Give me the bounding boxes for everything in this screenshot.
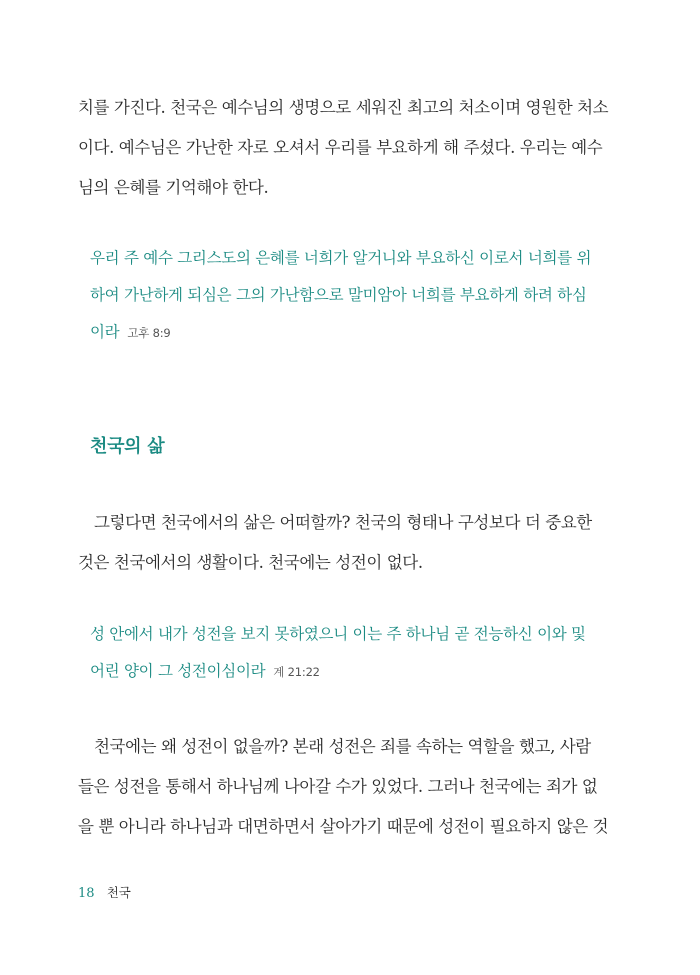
scripture-quote-2 xyxy=(90,616,610,691)
paragraph-3 xyxy=(78,727,616,847)
scripture-reference-1: 고후 8:9 xyxy=(127,326,171,340)
scripture-quote-1-line-3-text: 이라 xyxy=(90,323,120,341)
paragraph-1 xyxy=(78,88,616,208)
paragraph-1-line-3: 님의 은혜를 기억해야 한다. xyxy=(78,178,269,197)
page-footer xyxy=(78,883,131,901)
section-title: 천국의 삶 xyxy=(90,436,165,457)
scripture-quote-2-line-1: 성 안에서 내가 성전을 보지 못하였으니 이는 주 하나님 곧 전능하신 이와 및 xyxy=(90,625,586,643)
paragraph-2 xyxy=(78,503,616,583)
paragraph-1-line-2: 이다. 예수님은 가난한 자로 오셔서 우리를 부요하게 해 주셨다. 우리는 예수 xyxy=(78,138,603,157)
page-number: 18 xyxy=(78,886,95,901)
scripture-quote-1 xyxy=(90,240,610,352)
paragraph-2-line-2: 것은 천국에서의 생활이다. 천국에는 성전이 없다. xyxy=(78,553,423,572)
paragraph-1-line-1: 치를 가진다. 천국은 예수님의 생명으로 세워진 최고의 처소이며 영원한 처소 xyxy=(78,98,609,117)
paragraph-2-line-1: 그렇다면 천국에서의 삶은 어떠할까? 천국의 형태나 구성보다 더 중요한 xyxy=(94,513,592,532)
scripture-quote-2-line-2-text: 어린 양이 그 성전이심이라 xyxy=(90,662,266,680)
scripture-reference-2: 계 21:22 xyxy=(273,665,320,679)
running-title: 천국 xyxy=(106,885,131,900)
scripture-quote-1-line-1: 우리 주 예수 그리스도의 은혜를 너희가 알거니와 부요하신 이로서 너희를 위 xyxy=(90,249,592,267)
paragraph-3-line-1: 천국에는 왜 성전이 없을까? 본래 성전은 죄를 속하는 역할을 했고, 사람 xyxy=(94,737,591,756)
scripture-quote-2-line-2 xyxy=(90,653,610,691)
scripture-quote-1-line-3 xyxy=(90,314,610,352)
scripture-quote-1-line-2: 하여 가난하게 되심은 그의 가난함으로 말미암아 너희를 부요하게 하려 하심 xyxy=(90,286,587,304)
paragraph-3-line-2: 들은 성전을 통해서 하나님께 나아갈 수가 있었다. 그러나 천국에는 죄가 없 xyxy=(78,777,598,796)
paragraph-3-line-3: 을 뿐 아니라 하나님과 대면하면서 살아가기 때문에 성전이 필요하지 않은 것 xyxy=(78,817,609,836)
